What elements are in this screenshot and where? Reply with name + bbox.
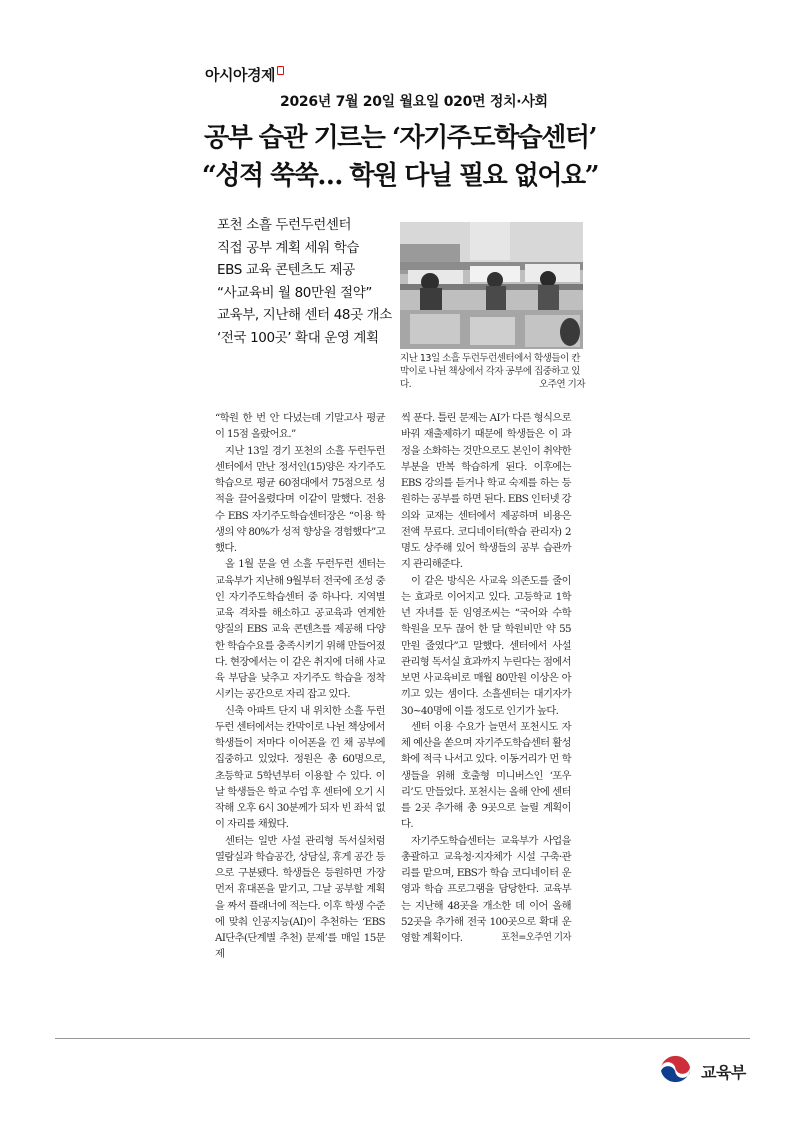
photo-credit: 오주연 기자: [539, 379, 585, 390]
subhead: 교육부, 지난해 센터 48곳 개소: [217, 307, 392, 323]
dateline: 2026년 7월 20일 월요일 020면 정치·사회: [280, 94, 548, 110]
masthead-mark-icon: [277, 66, 284, 75]
taegeuk-logo-icon: [657, 1052, 695, 1090]
study-room-photo-image: [400, 222, 583, 349]
subhead: 포천 소흘 두런두런센터: [217, 217, 352, 233]
masthead-name: 아시아경제: [205, 66, 275, 84]
masthead: [205, 64, 284, 85]
body-paragraph: 올 1월 문을 연 소흘 두런두런 센터는 교육부가 지난해 9월부터 전국에 조성 중인 자기주도학습센터 중 하나다. 지역별 교육 격차를 해소하고 공교육과 연계한 양질의 EBS 교육 콘텐츠를 제공해 다양한 학습수요를 충족시키기 위해 만들어졌다. 현장에서는 이 같은 취지에 더해 사교육 부담을 낮추고 자기주도 학습을 정착시키는 공간으로 자리 잡고 있다.: [215, 558, 385, 701]
subhead: ‘전국 100곳’ 확대 운영 계획: [217, 329, 379, 346]
body-paragraph: 신축 아파트 단지 내 위치한 소흘 두런두런 센터에서는 칸막이로 나뉜 책상에서 학생들이 저마다 이어폰을 낀 채 공부에 집중하고 있었다. 정원은 총 60명으로, 초등학교 5학년부터 이용할 수 있다. 이날 학생들은 학교 수업 후 센터에 오기 시작해 오후 6시 30분께가 되자 빈 좌석 없이 자리를 채웠다.: [215, 704, 385, 831]
body-column-1: [215, 410, 385, 963]
article-photo: [400, 222, 583, 349]
headline-line-1: 공부 습관 기르는 ‘자기주도학습센터’: [204, 123, 596, 153]
body-paragraph: 씩 푼다. 틀린 문제는 AI가 다른 형식으로 바꿔 재출제하기 때문에 학생들은 이 과정을 소화하는 것만으로도 본인이 취약한 부분을 반복 학습하게 된다. 이후에는 EBS 강의를 듣거나 학교 숙제를 하는 등 원하는 공부를 하면 된다. EBS 인터넷 강의와 교재는 센터에서 제공하며 비용은 전액 무료다. 코디네이터(학습 관리자) 2명도 상주해 있어 학생들의 공부 습관까지 관리해준다.: [401, 412, 571, 571]
subhead: EBS 교육 콘텐츠도 제공: [217, 262, 355, 278]
subhead: “사교육비 월 80만원 절약”: [217, 284, 373, 301]
body-paragraph: 이 같은 방식은 사교육 의존도를 줄이는 효과로 이어지고 있다. 고등학교 1학년 자녀를 둔 임영조씨는 “국어와 수학 학원을 모두 끊어 한 달 학원비만 약 55만원 줄였다”고 말했다. 센터에서 사설 관리형 독서실 효과까지 누린다는 점에서 보면 사교육비로 매월 80만원 이상은 아끼고 있는 셈이다. 소흘센터는 대기자가 30~40명에 이를 정도로 인기가 높다.: [401, 574, 571, 717]
ministry-name: 교육부: [701, 1062, 746, 1082]
ministry-logo: [657, 1052, 746, 1090]
headline-line-2: “성적 쑥쑥… 학원 다닐 필요 없어요”: [201, 161, 599, 191]
photo-caption-text: 지난 13일 소흘 두런두런센터에서 학생들이 칸막이로 나뉜 책상에서 각자 공부에 집중하고 있다.: [400, 353, 580, 390]
subheads: [217, 214, 392, 349]
body-paragraph: 자기주도학습센터는 교육부가 사업을 총괄하고 교육청·지자체가 시설 구축·관리를 맡으며, EBS가 학습 코디네이터 운영과 학습 프로그램을 담당한다. 교육부는 지난해 48곳을 개소한 데 이어 올해 52곳을 추가해 전국 100곳으로 확대 운영할 계획이다.: [401, 834, 571, 944]
body-paragraph: 센터 이용 수요가 늘면서 포천시도 자체 예산을 쏟으며 자기주도학습센터 활성화에 적극 나서고 있다. 이동거리가 먼 학생들을 위해 호출형 미니버스인 ‘포우리’도 만들었다. 포천시는 올해 안에 센터를 2곳 추가해 총 9곳으로 늘릴 계획이다.: [401, 720, 571, 831]
body-column-2: [401, 410, 571, 946]
subhead: 직접 공부 계획 세워 학습: [217, 239, 359, 256]
body-paragraph: “학원 한 번 안 다녔는데 기말고사 평균이 15점 올랐어요.”: [215, 412, 385, 441]
photo-caption: [400, 352, 585, 391]
body-paragraph: 지난 13일 경기 포천의 소흘 두런두런센터에서 만난 정서인(15)양은 자기주도학습으로 평균 60점대에서 75점으로 성적을 끌어올렸다며 이같이 말했다. 전용수 EBS 자기주도학습센터장은 “이용 학생의 약 80%가 성적 향상을 경험했다”고 했다.: [215, 444, 385, 554]
body-paragraph: 센터는 일반 사설 관리형 독서실처럼 열람실과 학습공간, 상담실, 휴게 공간 등으로 구분됐다. 학생들은 등원하면 가장 먼저 휴대폰을 맡기고, 그날 공부할 계획을 짜서 플래너에 적는다. 이후 학생 수준에 맞춰 인공지능(AI)이 추천하는 ‘EBS AI단추(단계별 추천) 문제’를 매일 15문제: [215, 834, 385, 961]
article-byline: 포천=오주연 기자: [501, 932, 571, 943]
footer-divider: [55, 1038, 750, 1039]
